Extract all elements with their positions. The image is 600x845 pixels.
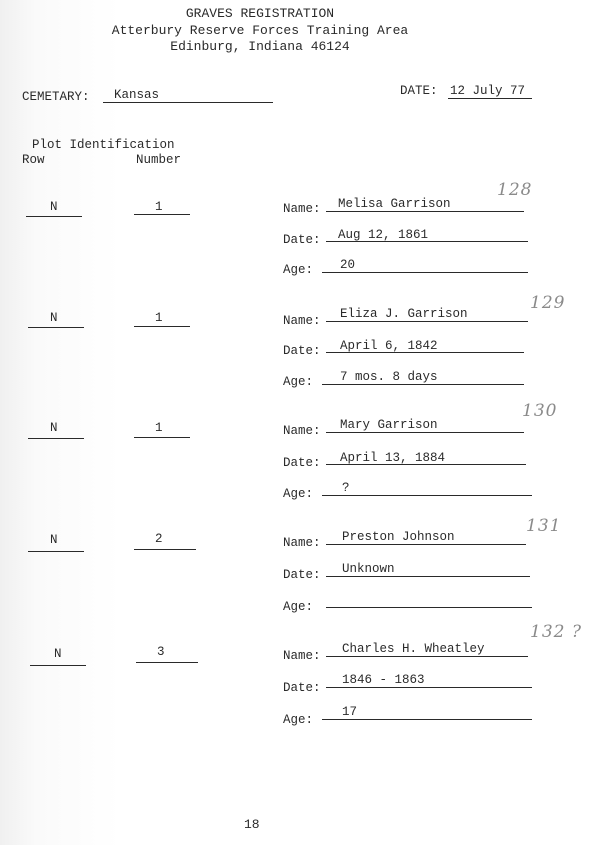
handwritten-reference: 131 xyxy=(526,516,562,536)
date-field-underline xyxy=(326,241,528,242)
name-underline xyxy=(326,432,524,433)
row-underline xyxy=(30,665,86,666)
cemetery-underline xyxy=(103,102,273,103)
entry-age: 7 mos. 8 days xyxy=(340,370,438,384)
date-field-underline xyxy=(326,576,530,577)
entry-date: April 13, 1884 xyxy=(340,451,446,465)
handwritten-reference: 128 xyxy=(497,180,533,200)
entry-name: Mary Garrison xyxy=(340,418,438,432)
number-underline xyxy=(134,326,190,327)
row-underline xyxy=(26,216,82,217)
handwritten-reference: 130 xyxy=(522,401,558,421)
entry-number: 2 xyxy=(155,532,163,546)
name-label: Name: xyxy=(283,202,321,216)
entry-row: N xyxy=(50,200,58,214)
age-underline xyxy=(322,272,528,273)
entry-name: Preston Johnson xyxy=(342,530,455,544)
name-label: Name: xyxy=(283,536,321,550)
age-underline xyxy=(322,495,532,496)
entry-date: 1846 - 1863 xyxy=(342,673,425,687)
date-field-label: Date: xyxy=(283,344,321,358)
name-underline xyxy=(326,656,528,657)
row-underline xyxy=(28,551,84,552)
name-underline xyxy=(326,544,526,545)
cemetery-value: Kansas xyxy=(114,88,160,102)
entry-age: 20 xyxy=(340,258,356,272)
age-underline xyxy=(322,384,524,385)
entry-number: 1 xyxy=(155,311,163,325)
number-underline xyxy=(136,662,198,663)
page-number: 18 xyxy=(244,817,260,832)
date-field-underline xyxy=(326,464,526,465)
number-underline xyxy=(134,437,190,438)
name-label: Name: xyxy=(283,314,321,328)
entry-date: Aug 12, 1861 xyxy=(338,228,429,242)
number-underline xyxy=(134,214,190,215)
date-field-label: Date: xyxy=(283,568,321,582)
entry-number: 3 xyxy=(157,645,165,659)
entry-age: 17 xyxy=(342,705,358,719)
header-facility: Atterbury Reserve Forces Training Area xyxy=(111,23,409,38)
number-underline xyxy=(134,549,196,550)
age-label: Age: xyxy=(283,263,314,277)
date-field-label: Date: xyxy=(283,233,321,247)
entry-name: Charles H. Wheatley xyxy=(342,642,485,656)
row-underline xyxy=(28,327,84,328)
entry-number: 1 xyxy=(155,200,163,214)
entry-age: ? xyxy=(342,481,350,495)
name-label: Name: xyxy=(283,424,321,438)
row-underline xyxy=(28,438,84,439)
entry-date: April 6, 1842 xyxy=(340,339,438,353)
date-field-underline xyxy=(326,352,524,353)
name-underline xyxy=(326,321,528,322)
handwritten-reference: 129 xyxy=(530,293,566,313)
age-label: Age: xyxy=(283,375,314,389)
name-label: Name: xyxy=(283,649,321,663)
handwritten-reference: 132 ? xyxy=(530,622,582,642)
cemetery-label: CEMETARY: xyxy=(22,90,90,104)
age-label: Age: xyxy=(283,600,314,614)
entry-name: Melisa Garrison xyxy=(338,197,451,211)
entry-row: N xyxy=(50,533,58,547)
entry-row: N xyxy=(50,421,58,435)
header-address: Edinburg, Indiana 46124 xyxy=(170,39,350,54)
entry-row: N xyxy=(50,311,58,325)
entry-date: Unknown xyxy=(342,562,395,576)
number-column-label: Number xyxy=(136,153,182,167)
name-underline xyxy=(326,211,524,212)
date-field-label: Date: xyxy=(283,681,321,695)
entry-name: Eliza J. Garrison xyxy=(340,307,468,321)
header-title: GRAVES REGISTRATION xyxy=(185,6,335,21)
age-underline xyxy=(326,607,532,608)
row-column-label: Row xyxy=(22,153,45,167)
date-label: DATE: xyxy=(400,84,438,98)
age-label: Age: xyxy=(283,713,314,727)
date-underline xyxy=(448,98,532,99)
plot-identification-heading: Plot Identification xyxy=(32,138,175,152)
date-field-underline xyxy=(326,687,532,688)
date-value: 12 July 77 xyxy=(450,84,526,98)
date-field-label: Date: xyxy=(283,456,321,470)
age-underline xyxy=(322,719,532,720)
entry-number: 1 xyxy=(155,421,163,435)
entry-row: N xyxy=(54,647,62,661)
age-label: Age: xyxy=(283,487,314,501)
